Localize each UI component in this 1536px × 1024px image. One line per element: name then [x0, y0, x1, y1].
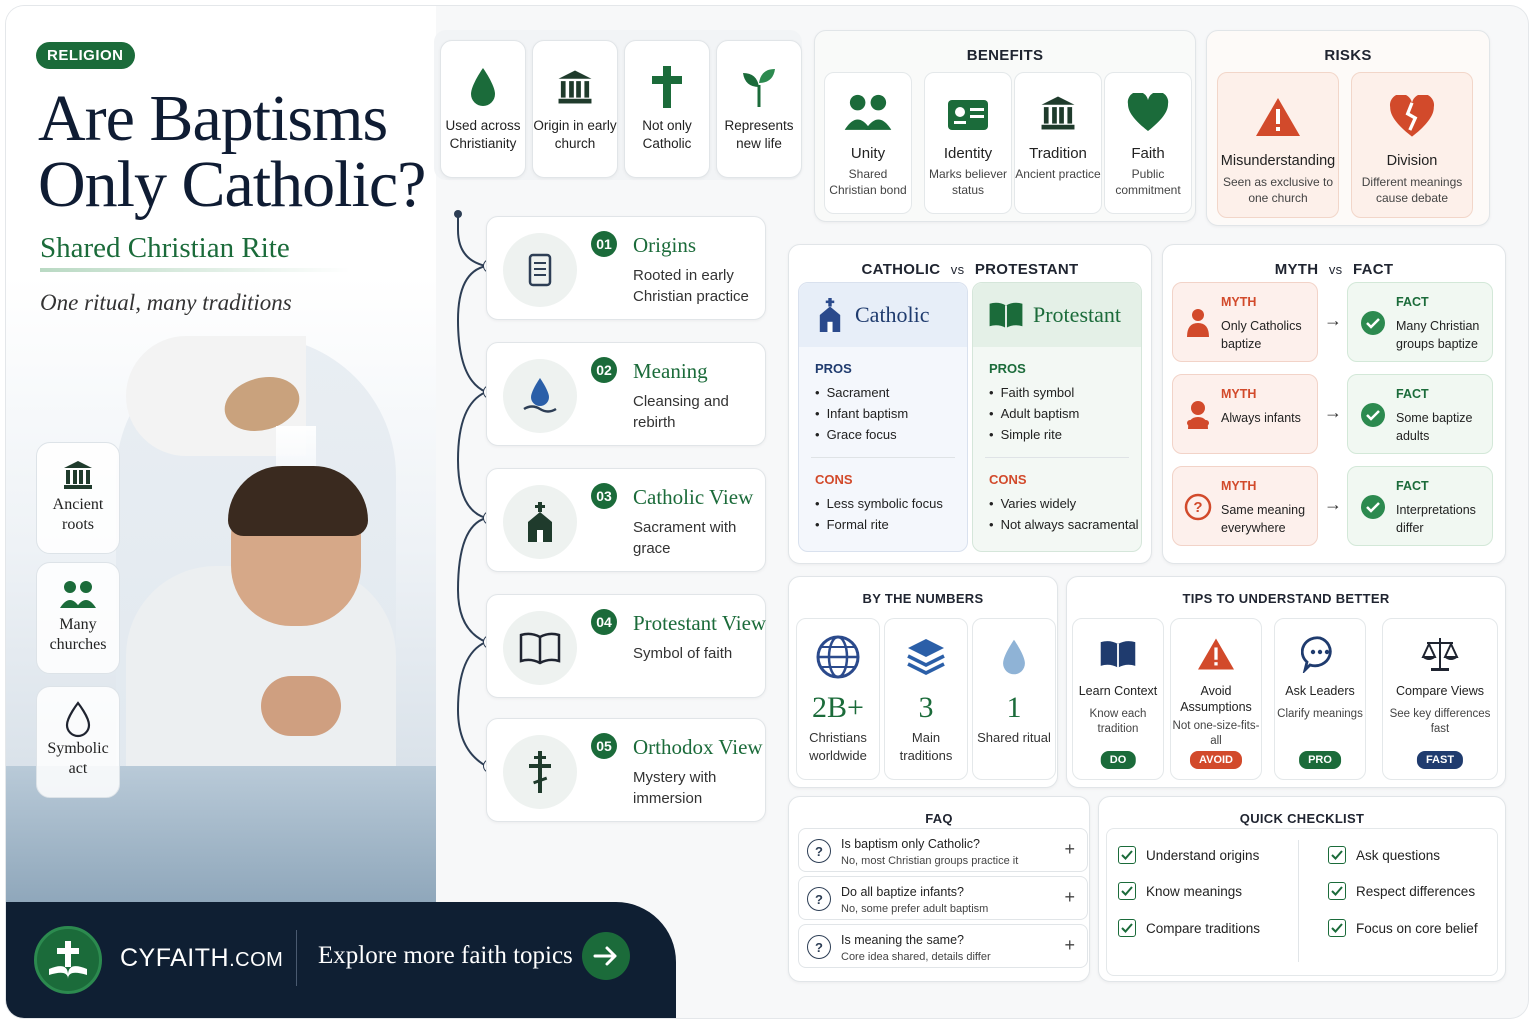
top-fact-card — [532, 40, 618, 178]
protestant-cons-list — [989, 493, 1141, 535]
catholic-cons-list — [815, 493, 967, 535]
book-icon — [1073, 629, 1163, 679]
catholic-title: Catholic — [855, 302, 930, 327]
question-icon: ? — [807, 839, 831, 863]
step-title: Orthodox View — [633, 735, 763, 759]
step-desc: Mystery with immersion — [633, 769, 717, 807]
list-item: • Formal rite — [815, 514, 967, 535]
tip-pill: AVOID — [1190, 751, 1242, 769]
sprout-icon — [717, 57, 801, 117]
step-title: Meaning — [633, 359, 708, 383]
brand-name[interactable]: CYFAITH.COM — [120, 944, 284, 972]
list-item: • Not always sacramental — [989, 514, 1141, 535]
checkbox-checked-icon[interactable] — [1118, 882, 1136, 900]
benefit-desc: Public commitment — [1115, 167, 1181, 197]
myth-fact-heading: MYTH vs FACT — [1274, 261, 1394, 278]
benefit-desc: Shared Christian bond — [829, 167, 907, 197]
top-fact-label: Used across Christianity — [445, 118, 521, 151]
subtitle: Shared Christian Rite — [40, 232, 290, 264]
checkbox-checked-icon[interactable] — [1328, 882, 1346, 900]
step-number: 03 — [591, 483, 617, 509]
myth-card — [1172, 282, 1318, 362]
list-item: • Faith symbol — [989, 382, 1141, 403]
benefit-title: Unity — [850, 145, 886, 162]
checklist-heading: QUICK CHECKLIST — [1239, 811, 1365, 826]
protestant-pros-list — [989, 382, 1141, 445]
step-desc: Symbol of faith — [633, 645, 733, 662]
cons-label: CONS — [815, 472, 853, 487]
tip-desc: Not one-size-fits-all — [1172, 720, 1260, 747]
tip-title: Avoid Assumptions — [1180, 684, 1252, 714]
tip-title: Learn Context — [1078, 684, 1158, 698]
faq-answer: No, some prefer adult baptism — [841, 903, 989, 915]
myth-card — [1172, 466, 1318, 546]
protestant-column — [972, 282, 1142, 552]
number-card-traditions — [884, 618, 968, 780]
tip-pill: PRO — [1299, 751, 1341, 769]
fact-card — [1347, 466, 1493, 546]
arrow-right-icon — [593, 945, 619, 967]
timeline-step-protestant-view — [486, 594, 766, 698]
fact-label: FACT — [1396, 295, 1429, 309]
risk-desc: Different meanings cause debate — [1361, 175, 1463, 205]
tip-card-learn-context — [1072, 618, 1164, 780]
explore-link[interactable]: Explore more faith topics — [318, 942, 573, 969]
number-label: Main traditions — [899, 730, 953, 763]
arrow-right-icon: → — [1324, 494, 1342, 514]
tip-title: Ask Leaders — [1285, 684, 1355, 698]
church-icon — [503, 485, 577, 559]
number-card-christians — [796, 618, 880, 780]
number-value: 2B+ — [812, 691, 864, 724]
people-icon — [825, 87, 911, 139]
side-card-label: Ancient roots — [52, 496, 104, 533]
question-icon: ? — [807, 935, 831, 959]
top-fact-label: Origin in early church — [533, 118, 617, 151]
top-fact-label: Represents new life — [724, 118, 794, 151]
checkbox-checked-icon[interactable] — [1118, 919, 1136, 937]
myth-card — [1172, 374, 1318, 454]
water-drop-icon — [973, 629, 1055, 685]
timeline-step-meaning — [486, 342, 766, 446]
faq-question: Is baptism only Catholic? — [841, 837, 980, 851]
temple-icon — [37, 455, 119, 495]
fact-label: FACT — [1396, 387, 1429, 401]
fact-card — [1347, 374, 1493, 454]
number-label: Shared ritual — [977, 730, 1051, 745]
broken-heart-icon — [1352, 87, 1472, 147]
check-circle-icon — [1358, 395, 1388, 435]
tip-pill: FAST — [1417, 751, 1463, 769]
top-fact-card — [716, 40, 802, 178]
tip-title: Compare Views — [1395, 684, 1484, 698]
check-circle-icon — [1358, 303, 1388, 343]
tip-card-compare-views — [1382, 618, 1498, 780]
fact-text: Some baptize adults — [1396, 411, 1473, 443]
risk-title: Division — [1386, 153, 1438, 169]
fact-label: FACT — [1396, 479, 1429, 493]
tip-card-avoid-assumptions — [1170, 618, 1262, 780]
risk-card-misunderstanding — [1217, 72, 1339, 218]
step-desc: Rooted in early Christian practice — [633, 267, 749, 305]
question-icon: ? — [807, 887, 831, 911]
infographic — [6, 6, 1528, 1018]
risk-title: Misunderstanding — [1220, 153, 1336, 169]
check-circle-icon — [1358, 487, 1388, 527]
faq-item[interactable] — [798, 924, 1088, 968]
page-title: Are Baptisms Only Catholic? — [38, 82, 426, 221]
protestant-title: Protestant — [1033, 302, 1121, 327]
tip-desc: See key differences fast — [1389, 708, 1491, 735]
heart-icon — [1105, 87, 1191, 139]
water-drop-icon — [503, 359, 577, 433]
praying-hands-illustration — [261, 676, 341, 736]
catholic-column — [798, 282, 968, 552]
benefit-title: Tradition — [1029, 145, 1087, 162]
checklist-item[interactable]: Know meanings — [1118, 882, 1242, 900]
checklist-item[interactable]: Understand origins — [1118, 846, 1259, 864]
temple-icon — [533, 57, 617, 117]
benefit-desc: Marks believer status — [928, 167, 1008, 197]
step-desc: Sacrament with grace — [633, 519, 737, 557]
water-drop-icon — [441, 57, 525, 117]
checklist-divider — [1298, 840, 1299, 962]
tip-card-ask-leaders — [1274, 618, 1366, 780]
side-card-ancient-roots — [36, 442, 120, 554]
checkbox-checked-icon[interactable] — [1118, 846, 1136, 864]
list-item: • Grace focus — [815, 424, 967, 445]
top-fact-card — [440, 40, 526, 178]
step-title: Origins — [633, 233, 696, 257]
tip-desc: Know each tradition — [1089, 708, 1147, 735]
cyfaith-logo[interactable] — [34, 926, 102, 994]
pros-label: PROS — [989, 361, 1026, 376]
benefit-title: Faith — [1131, 145, 1165, 162]
id-card-icon — [925, 87, 1011, 139]
category-badge: RELIGION — [36, 42, 135, 69]
side-card-label: Symbolic act — [47, 740, 109, 777]
scroll-icon — [503, 233, 577, 307]
step-number: 02 — [591, 357, 617, 383]
faq-question: Is meaning the same? — [841, 933, 964, 947]
step-desc: Cleansing and rebirth — [633, 393, 729, 431]
number-card-ritual — [972, 618, 1056, 780]
chat-icon — [1275, 629, 1365, 679]
faq-answer: No, most Christian groups practice it — [841, 855, 1019, 867]
benefit-card-identity — [924, 72, 1012, 214]
list-item: • Varies widely — [989, 493, 1141, 514]
list-item: • Simple rite — [989, 424, 1141, 445]
myth-text: Same meaning everywhere — [1221, 503, 1306, 535]
step-number: 04 — [591, 609, 617, 635]
myth-label: MYTH — [1221, 295, 1257, 309]
tip-pill: DO — [1101, 751, 1136, 769]
layers-icon — [885, 629, 967, 685]
fact-text: Many Christian groups baptize — [1396, 319, 1480, 351]
person-icon — [1183, 303, 1213, 343]
benefit-title: Identity — [943, 145, 993, 162]
person-hair-illustration — [228, 466, 368, 536]
globe-icon — [797, 629, 879, 685]
step-title: Catholic View — [633, 485, 754, 509]
warning-icon — [1171, 629, 1261, 679]
timeline-step-catholic-view — [486, 468, 766, 572]
faq-item[interactable] — [798, 828, 1088, 872]
faq-answer: Core idea shared, details differ — [841, 951, 991, 963]
step-number: 05 — [591, 733, 617, 759]
checklist-item[interactable]: Compare traditions — [1118, 919, 1260, 937]
benefits-heading: BENEFITS — [966, 47, 1044, 64]
expand-plus-icon[interactable]: + — [1064, 839, 1075, 859]
question-icon — [1183, 487, 1213, 527]
church-icon — [813, 294, 847, 336]
faq-item[interactable] — [798, 876, 1088, 920]
warning-icon — [1218, 87, 1338, 147]
list-item: • Sacrament — [815, 382, 967, 403]
faq-question: Do all baptize infants? — [841, 885, 964, 899]
tip-desc: Clarify meanings — [1277, 708, 1363, 720]
catholic-pros-list — [815, 382, 967, 445]
myth-text: Always infants — [1221, 411, 1301, 425]
number-value: 1 — [1006, 691, 1022, 724]
number-value: 3 — [918, 691, 934, 724]
tips-heading: TIPS TO UNDERSTAND BETTER — [1182, 591, 1390, 606]
explore-arrow-button[interactable] — [582, 932, 630, 980]
list-item: • Adult baptism — [989, 403, 1141, 424]
cross-icon — [625, 57, 709, 117]
checklist-item[interactable]: Respect differences — [1328, 882, 1475, 900]
risk-card-division — [1351, 72, 1473, 218]
fact-text: Interpretations differ — [1396, 503, 1476, 535]
baby-icon — [1183, 395, 1213, 435]
checklist-item[interactable]: Focus on core belief — [1328, 919, 1478, 937]
list-item: • Less symbolic focus — [815, 493, 967, 514]
pros-label: PROS — [815, 361, 852, 376]
risks-heading: RISKS — [1324, 47, 1372, 64]
benefit-desc: Ancient practice — [1015, 167, 1101, 181]
step-title: Protestant View — [633, 611, 767, 635]
tagline: One ritual, many traditions — [40, 290, 292, 315]
book-icon — [987, 300, 1025, 330]
checklist-item[interactable]: Ask questions — [1328, 846, 1440, 864]
number-label: Christians worldwide — [809, 730, 867, 763]
temple-icon — [1015, 87, 1101, 139]
arrow-right-icon: → — [1324, 310, 1342, 330]
checkbox-checked-icon[interactable] — [1328, 846, 1346, 864]
side-card-label: Many churches — [49, 616, 107, 653]
myth-label: MYTH — [1221, 479, 1257, 493]
footer-divider — [296, 930, 297, 986]
faq-heading: FAQ — [925, 811, 953, 826]
myth-label: MYTH — [1221, 387, 1257, 401]
expand-plus-icon[interactable]: + — [1064, 887, 1075, 907]
side-card-many-churches — [36, 562, 120, 674]
water-drop-icon — [37, 699, 119, 739]
risk-desc: Seen as exclusive to one church — [1222, 175, 1334, 205]
compare-heading: CATHOLIC vs PROTESTANT — [861, 261, 1079, 278]
numbers-heading: BY THE NUMBERS — [862, 591, 984, 606]
benefit-card-unity — [824, 72, 912, 214]
timeline-step-orthodox-view — [486, 718, 766, 822]
book-icon — [503, 611, 577, 685]
expand-plus-icon[interactable]: + — [1064, 935, 1075, 955]
subtitle-underline — [40, 268, 350, 272]
top-fact-label: Not only Catholic — [642, 118, 692, 151]
benefit-card-faith — [1104, 72, 1192, 214]
step-number: 01 — [591, 231, 617, 257]
people-icon — [37, 575, 119, 615]
cons-label: CONS — [989, 472, 1027, 487]
fact-card — [1347, 282, 1493, 362]
benefit-card-tradition — [1014, 72, 1102, 214]
scales-icon — [1383, 629, 1497, 679]
arrow-right-icon: → — [1324, 402, 1342, 422]
orthodox-cross-icon — [503, 735, 577, 809]
checkbox-checked-icon[interactable] — [1328, 919, 1346, 937]
svg-text:?: ? — [1193, 499, 1203, 516]
list-item: • Infant baptism — [815, 403, 967, 424]
top-fact-card — [624, 40, 710, 178]
myth-text: Only Catholics baptize — [1221, 319, 1302, 351]
side-card-symbolic-act — [36, 686, 120, 798]
timeline-step-origins — [486, 216, 766, 320]
